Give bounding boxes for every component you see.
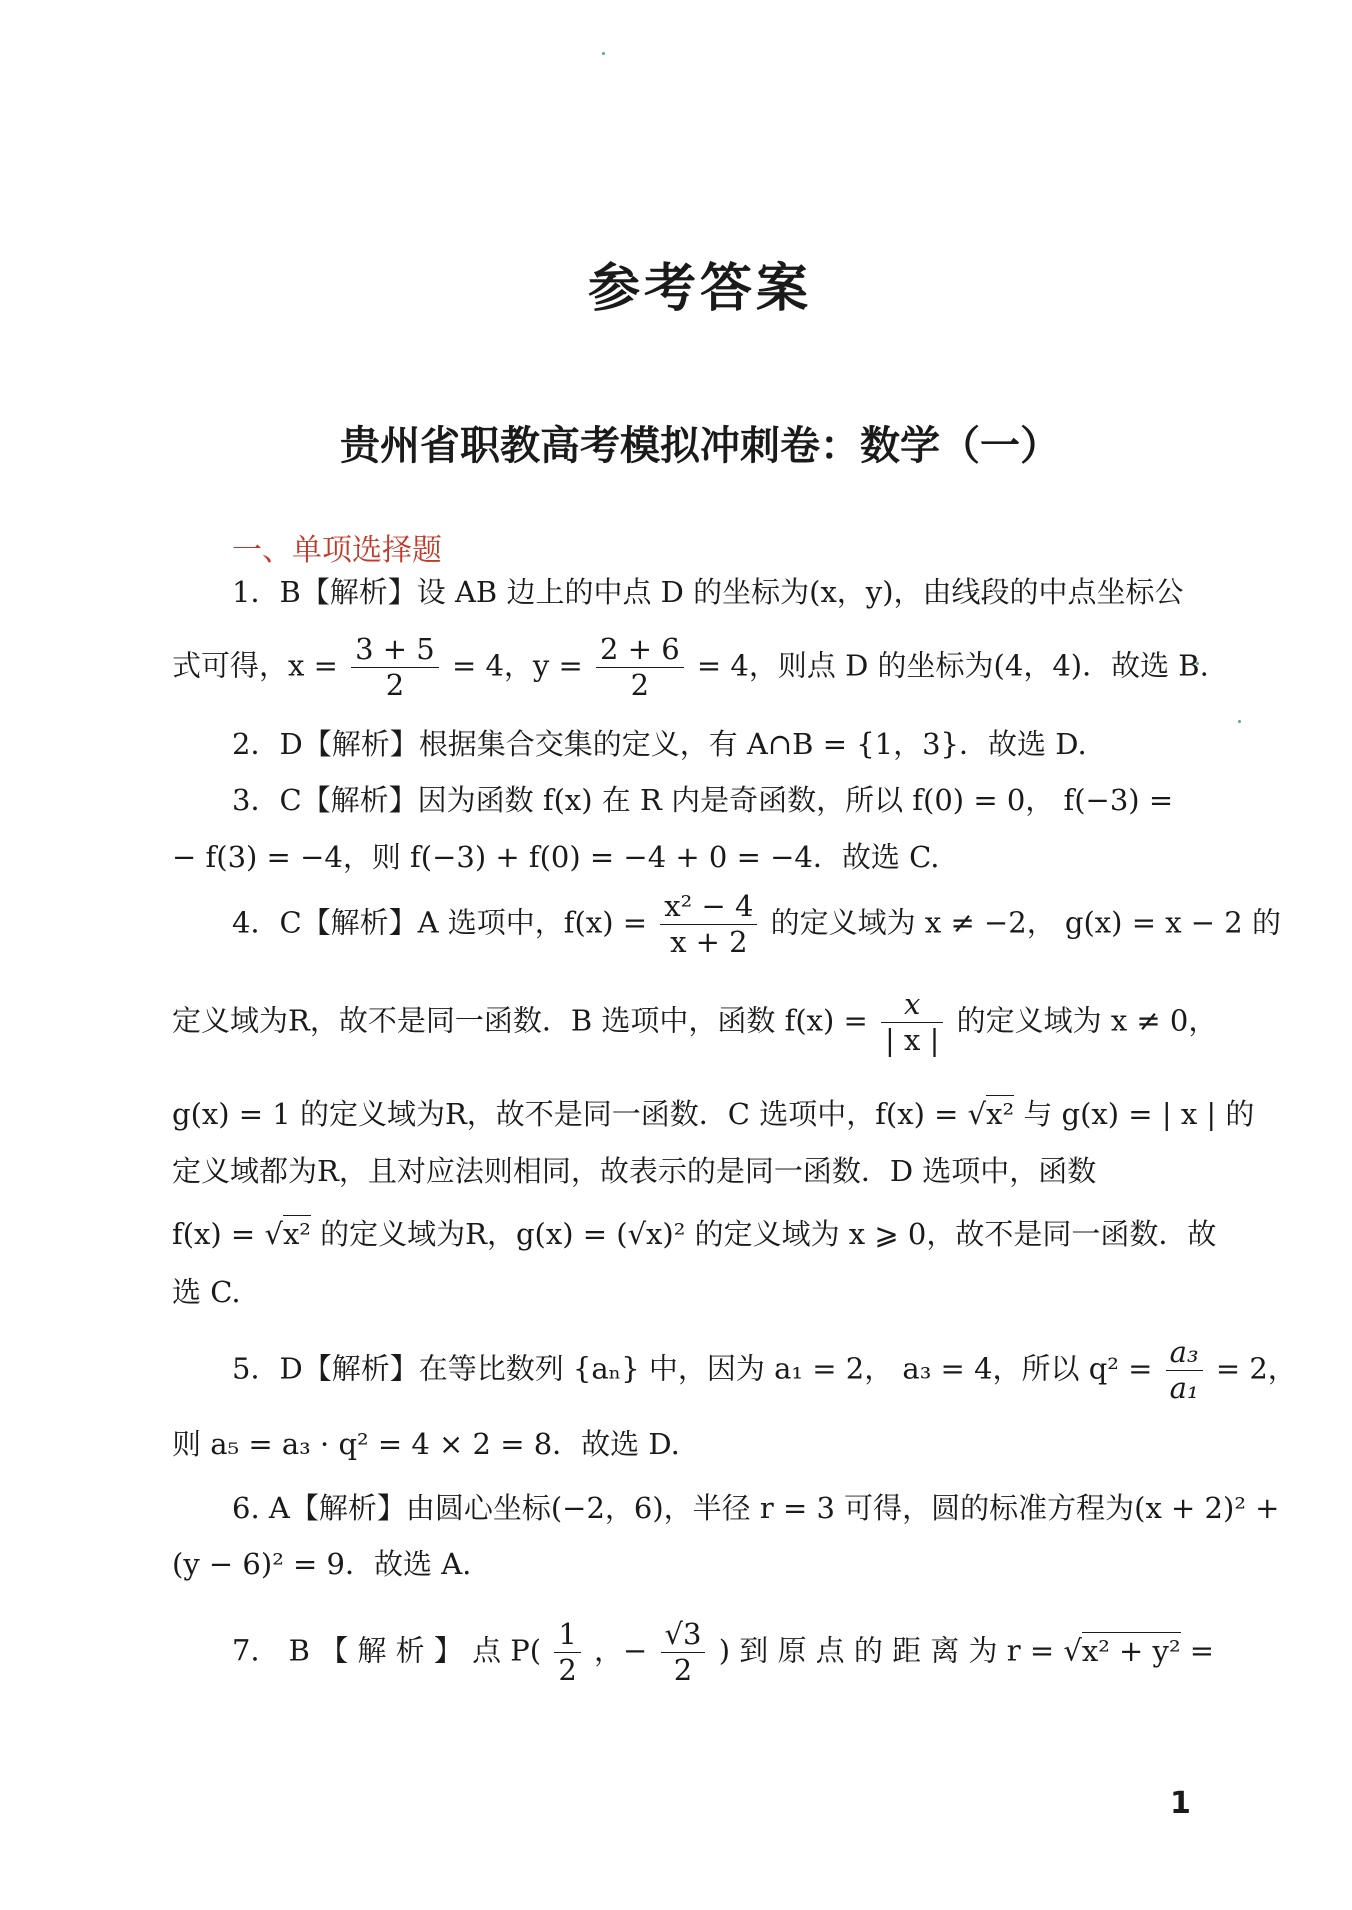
text-run: 7． B 【 解 析 】 点 P( — [232, 1633, 542, 1668]
fraction-numerator: 1 — [554, 1620, 580, 1653]
fraction-denominator: | x | — [885, 1023, 940, 1057]
text-run: 与 g(x) = | x | 的 — [1014, 1097, 1255, 1131]
answer-4-line-6: 选 C. — [172, 1275, 241, 1309]
text-run: = — [1180, 1633, 1215, 1668]
text-run: 5．D【解析】在等比数列 {aₙ} 中，因为 a₁ = 2， a₃ = 4，所以 q² = — [232, 1351, 1153, 1386]
main-title: 参考答案 — [587, 258, 812, 319]
fraction-numerator: a₃ — [1166, 1338, 1203, 1371]
text-run: 定义域为R，故不是同一函数．B 选项中，函数 f(x) = — [172, 1003, 868, 1038]
fraction — [1166, 1335, 1203, 1405]
fraction-numerator: x — [881, 990, 943, 1023]
fraction-numerator: 3 + 5 — [351, 635, 439, 668]
answer-4-line-4: 定义域都为R，且对应法则相同，故表示的是同一函数．D 选项中，函数 — [172, 1154, 1097, 1188]
answer-5-line-1 — [232, 1335, 1297, 1405]
answer-6-line-1: 6. A【解析】由圆心坐标(−2，6)，半径 r = 3 可得，圆的标准方程为(x + 2)² + — [232, 1491, 1280, 1525]
answer-4-line-2 — [172, 987, 1218, 1057]
answer-3-line-2: − f(3) = −4，则 f(−3) + f(0) = −4 + 0 = −4．故选 C. — [172, 840, 940, 874]
radicand: x² — [986, 1097, 1015, 1131]
exam-title: 贵州省职教高考模拟冲刺卷：数学（一） — [340, 423, 1060, 469]
fraction-denominator: x + 2 — [670, 925, 748, 959]
text-run: g(x) = 1 的定义域为R，故不是同一函数．C 选项中，f(x) = √ — [172, 1097, 987, 1131]
fraction — [660, 889, 757, 959]
fraction — [351, 632, 439, 702]
fraction-numerator: √3 — [661, 1620, 706, 1653]
fraction-numerator: 2 + 6 — [596, 635, 684, 668]
answer-6-line-2: (y − 6)² = 9．故选 A. — [172, 1547, 472, 1581]
fraction-denominator: a₁ — [1169, 1371, 1199, 1405]
text-run: = 4，则点 D 的坐标为(4，4)．故选 B. — [696, 648, 1209, 683]
section-title: 一、单项选择题 — [232, 533, 442, 568]
fraction-denominator: 2 — [630, 668, 650, 702]
fraction — [881, 987, 943, 1057]
answer-4-line-5 — [172, 1217, 1217, 1251]
answer-1-line-2 — [172, 632, 1209, 702]
fraction-denominator: 2 — [558, 1653, 577, 1687]
fraction-denominator: 2 — [673, 1653, 693, 1687]
text-run: 的定义域为 x ≠ 0， — [956, 1003, 1218, 1038]
text-run: = 2， — [1215, 1351, 1297, 1386]
radicand: x² + y² — [1081, 1633, 1181, 1668]
answer-3-line-1: 3．C【解析】因为函数 f(x) 在 R 内是奇函数，所以 f(0) = 0， f(−3) = — [232, 783, 1174, 817]
radicand: x² — [282, 1217, 311, 1251]
scan-speck — [1238, 720, 1241, 723]
text-run: 的定义域为 x ≠ −2， g(x) = x − 2 的 — [770, 905, 1281, 940]
page-number: 1 — [1170, 1786, 1191, 1821]
text-run: 的定义域为R，g(x) = (√x)² 的定义域为 x ⩾ 0，故不是同一函数．故 — [310, 1217, 1217, 1251]
answer-5-line-2: 则 a₅ = a₃ · q² = 4 × 2 = 8．故选 D. — [172, 1427, 680, 1461]
answer-4-line-1 — [232, 889, 1281, 959]
fraction-denominator: 2 — [385, 668, 405, 702]
fraction — [661, 1617, 706, 1687]
text-run: ，− — [594, 1633, 648, 1668]
fraction-numerator: x² − 4 — [660, 892, 757, 925]
text-run: 4．C【解析】A 选项中，f(x) = — [232, 905, 648, 940]
text-run: ) 到 原 点 的 距 离 为 r = √ — [718, 1633, 1082, 1668]
fraction — [554, 1617, 580, 1687]
text-run: f(x) = √ — [172, 1217, 283, 1251]
text-run: 式可得，x = — [172, 648, 338, 683]
answer-2-line-1: 2．D【解析】根据集合交集的定义，有 A∩B = {1，3}．故选 D. — [232, 727, 1087, 761]
scan-speck — [602, 52, 605, 55]
fraction — [596, 632, 684, 702]
answer-4-line-3 — [172, 1097, 1255, 1131]
text-run: = 4，y = — [451, 648, 583, 683]
answer-1-line-1: 1．B【解析】设 AB 边上的中点 D 的坐标为(x，y)，由线段的中点坐标公 — [232, 575, 1184, 609]
answer-7-line-1 — [232, 1617, 1215, 1687]
